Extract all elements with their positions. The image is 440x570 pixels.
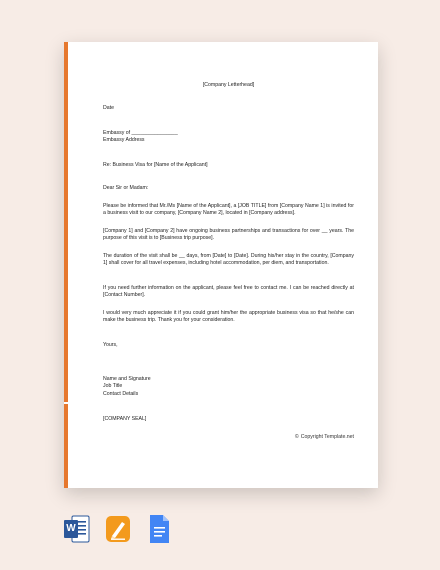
- embassy-address: Embassy Address: [103, 137, 145, 143]
- signature-title: Job Title: [103, 383, 123, 389]
- copyright-symbol: ©: [294, 434, 299, 440]
- app-icons: [64, 513, 172, 545]
- copyright-notice: [295, 434, 354, 440]
- date-line: Date: [103, 105, 114, 111]
- paragraph-invitation: Please be informed that Mr./Ms [Name of the Applicant], a [JOB TITLE] from [Company Name 1] is invited for a business visit to our company, [Company Name 2], located in [Company address].: [103, 203, 354, 217]
- paragraph-duration: The duration of the visit shall be __ days, from [Date] to [Date]. During his/her stay in the country, [Company 1] shall cover for all travel expenses, including hotel accommodation, per diem, and transportation.: [103, 253, 354, 267]
- company-seal: [COMPANY SEAL]: [103, 416, 147, 422]
- pages-icon[interactable]: [105, 513, 131, 545]
- signature-name: Name and Signature: [103, 376, 151, 382]
- subject-line: Re: Business Visa for [Name of the Applicant]: [103, 162, 208, 168]
- letterhead: [Company Letterhead]: [202, 82, 255, 88]
- accent-stripe-top: [64, 42, 68, 402]
- paragraph-appreciation: I would very much appreciate it if you could grant him/her the appropriate business visa so that he/she can make the business trip. Thank you for your consideration.: [103, 310, 354, 324]
- word-icon[interactable]: [64, 513, 90, 545]
- paragraph-contact: If you need further information on the applicant, please feel free to contact me. I can be reached directly at [Contact Number].: [103, 285, 354, 299]
- signature-contact: Contact Details: [103, 391, 139, 397]
- salutation: Dear Sir or Madam:: [103, 185, 149, 191]
- closing: Yours,: [103, 342, 118, 348]
- copyright-text: Copyright Template.net: [300, 434, 354, 440]
- google-docs-icon[interactable]: [146, 513, 172, 545]
- accent-stripe-bottom: [64, 404, 68, 488]
- word-letter: W: [66, 523, 76, 534]
- embassy-line: Embassy of ________________: [103, 130, 178, 136]
- paragraph-partnership: [Company 1] and [Company 2] have ongoing business partnerships and transactions for over __ years. The purpose of this visit is to [Business trip purpose].: [103, 228, 354, 242]
- letter-page: [64, 42, 378, 488]
